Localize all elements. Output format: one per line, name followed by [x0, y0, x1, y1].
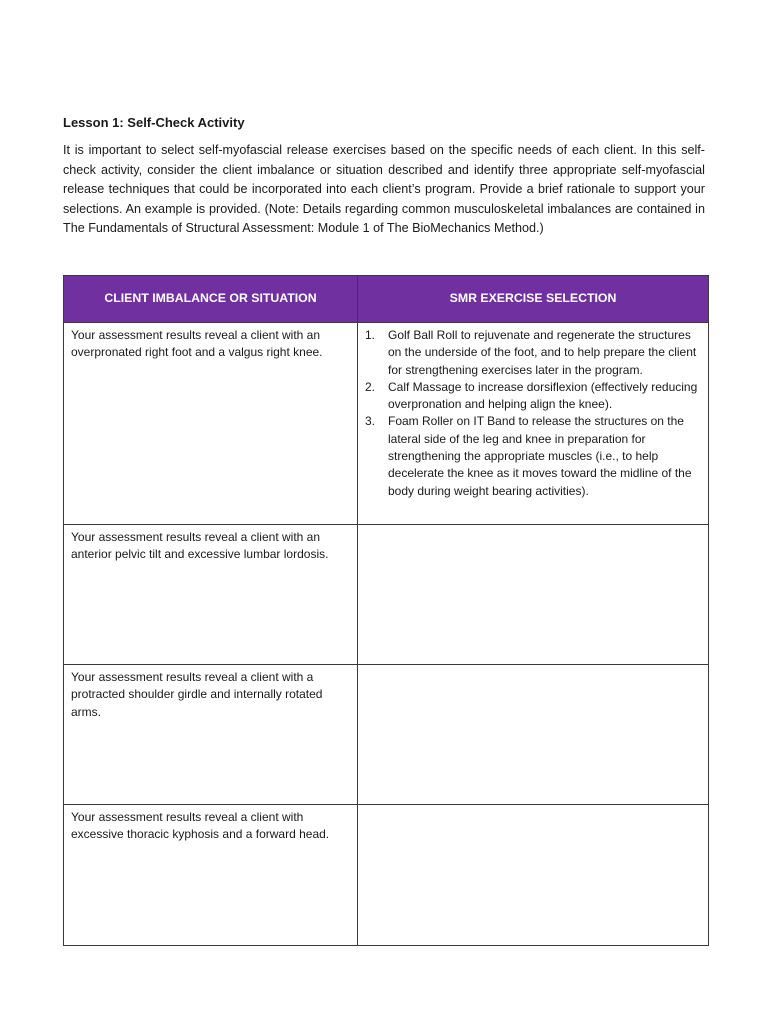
selection-answer-cell[interactable] — [358, 525, 709, 665]
header-smr-exercise-selection: SMR EXERCISE SELECTION — [358, 276, 709, 323]
lesson-title: Lesson 1: Self-Check Activity — [63, 115, 245, 130]
list-item — [365, 379, 701, 414]
selection-answer-cell[interactable] — [358, 805, 709, 946]
list-text: Foam Roller on IT Band to release the structures on the lateral side of the leg and knee in preparation for strengthening the appropriate muscles (i.e., to help decelerate the knee as it moves toward the midline of the body during weight bearing activities). — [388, 414, 692, 498]
list-item — [365, 327, 701, 379]
situation-cell: Your assessment results reveal a client with excessive thoracic kyphosis and a forward head. — [64, 805, 358, 946]
situation-cell: Your assessment results reveal a client with an overpronated right foot and a valgus right knee. — [64, 323, 358, 525]
table-row — [64, 323, 709, 525]
table-row — [64, 525, 709, 665]
exercise-list — [365, 327, 701, 500]
selection-cell — [358, 323, 709, 525]
list-item — [365, 413, 701, 499]
table-header-row — [64, 276, 709, 323]
selection-answer-cell[interactable] — [358, 665, 709, 805]
header-client-imbalance: CLIENT IMBALANCE OR SITUATION — [64, 276, 358, 323]
list-text: Golf Ball Roll to rejuvenate and regenerate the structures on the underside of the foot, and to help prepare the client for strengthening exercises later in the program. — [388, 328, 697, 377]
list-text: Calf Massage to increase dorsiflexion (effectively reducing overpronation and helping align the knee). — [388, 379, 698, 412]
intro-paragraph: It is important to select self-myofascial release exercises based on the specific needs of each client. In this self-check activity, consider the client imbalance or situation described and identify three appropriate self-myofascial release techniques that could be incorporated into each client’s program. Provide a brief rationale to support your selections. An example is provided. (Note: Details regarding common musculoskeletal imbalances are contained in The Fundamentals of Structural Assessment: Module 1 of The BioMechanics Method.) — [63, 143, 705, 236]
table-row — [64, 805, 709, 946]
list-number: 2. — [365, 379, 376, 394]
situation-cell: Your assessment results reveal a client with a protracted shoulder girdle and internally rotated arms. — [64, 665, 358, 805]
situation-cell: Your assessment results reveal a client with an anterior pelvic tilt and excessive lumbar lordosis. — [64, 525, 358, 665]
self-check-table — [63, 275, 709, 946]
list-number: 3. — [365, 414, 376, 429]
list-number: 1. — [365, 328, 376, 342]
table-row — [64, 665, 709, 805]
